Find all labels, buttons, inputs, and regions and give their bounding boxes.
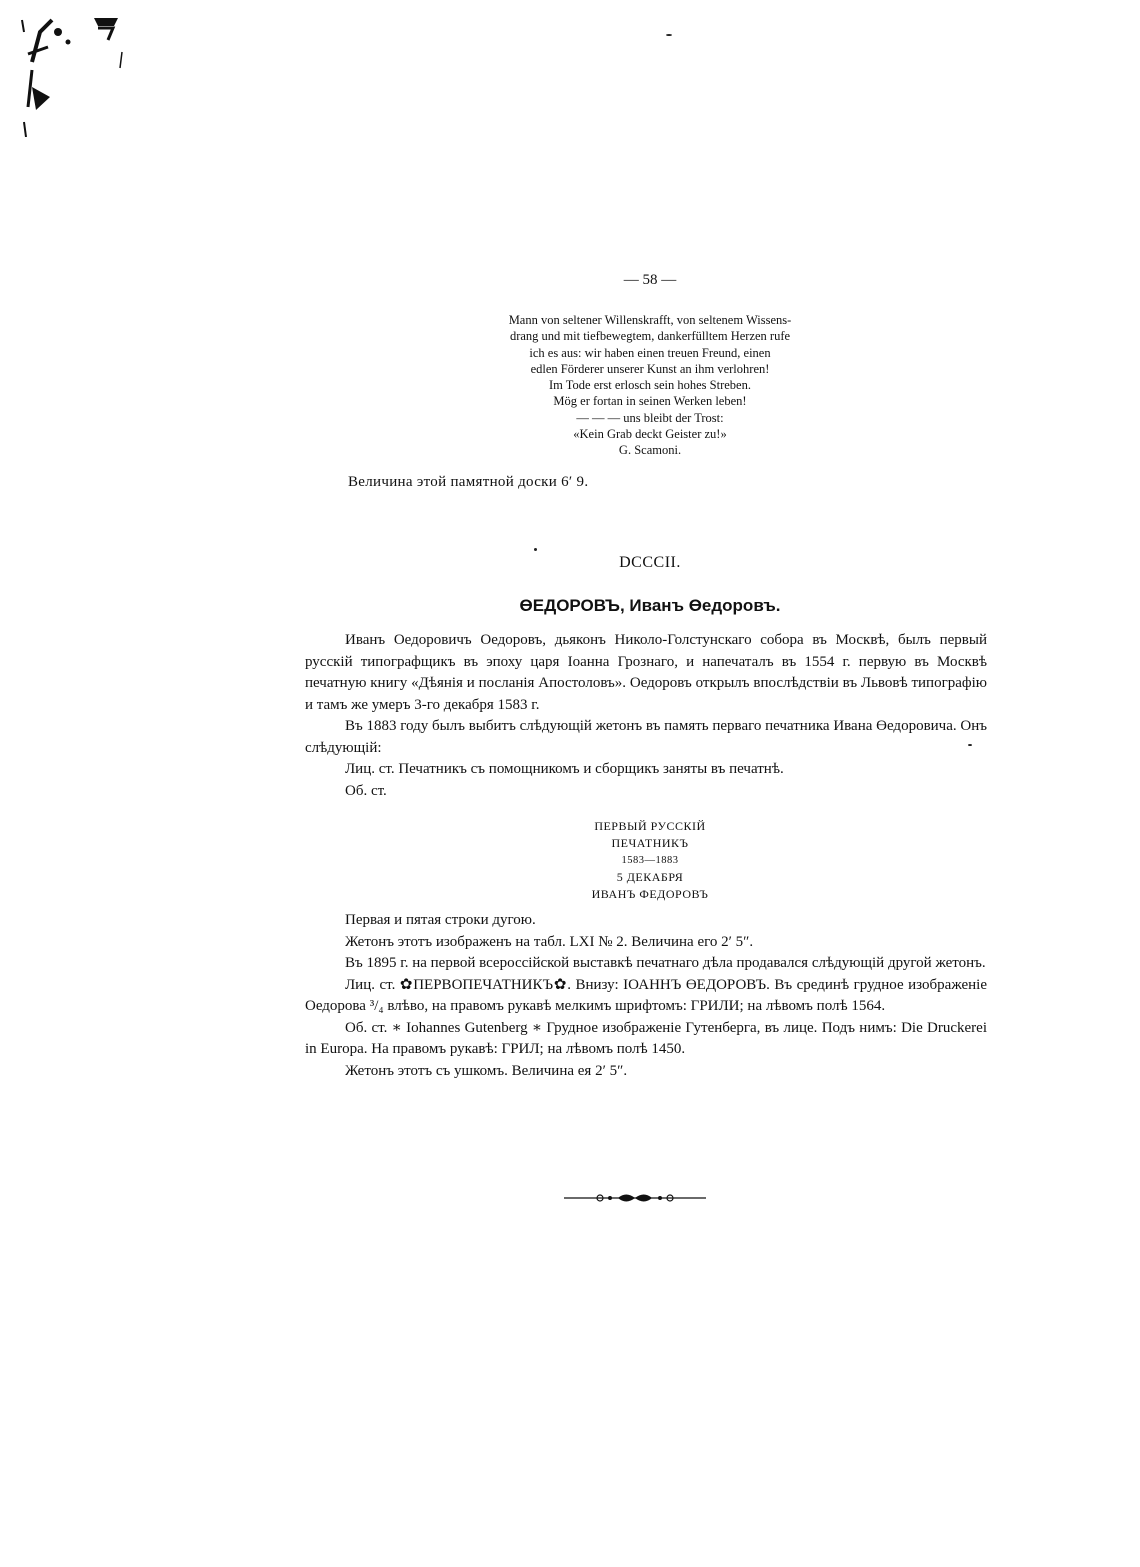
poem-line: Im Tode erst erlosch sein hohes Streben.	[549, 378, 751, 393]
ink-speck	[666, 34, 672, 36]
inscription-line: ПЕЧАТНИКЪ	[611, 836, 689, 850]
german-poem	[450, 312, 850, 459]
paragraph: Лиц. ст. Печатникъ съ помощникомъ и сборщикъ заняты въ печатнѣ.	[345, 761, 784, 777]
paragraph: Об. ст.	[345, 782, 387, 799]
paragraph: Иванъ Оедоровичъ Оедоровъ, дьяконъ Николо-Голстунскаго собора въ Москвѣ, былъ первый русскій типографщикъ въ эпоху царя Іоанна Грознаго, и напечаталъ въ 1554 г. первую въ Москвѣ печатную книгу «Дѣянія и посланія Апостоловъ». Оедоровъ открылъ впослѣдствіи въ Львовѣ типографію и тамъ же умеръ 3-го декабря 1583 г.	[305, 632, 987, 713]
ornament-divider-icon	[560, 1190, 710, 1206]
page-number: — 58 —	[623, 272, 677, 288]
paragraph: Въ 1895 г. на первой всероссійской выставкѣ печатнаго дѣла продавался слѣдующій другой жетонъ.	[345, 955, 986, 971]
inscription-line: 5 ДЕКАБРЯ	[616, 870, 684, 884]
section-number: DCCCII.	[619, 554, 681, 571]
paragraph: Об. ст. ∗ Iohannes Gutenberg ∗ Грудное изображеніе Гутенберга, въ лице. Подъ нимъ: Die Druckerei in Europa. На правомъ рукавѣ: ГРИЛ; на лѣвомъ полѣ 1450.	[305, 1019, 987, 1057]
paragraph: Въ 1883 году былъ выбитъ слѣдующій жетонъ въ память перваго печатника Ивана Өедоровича. Онъ слѣдующій:	[305, 718, 987, 756]
poem-line: — — — uns bleibt der Trost:	[576, 410, 724, 425]
poem-line: drang und mit tiefbewegtem, dankerfülltem Herzen rufe	[509, 329, 791, 344]
handwritten-mark	[18, 12, 138, 137]
inscription-line: 1583—1883	[621, 855, 679, 866]
poem-signature: G. Scamoni.	[618, 443, 682, 458]
paragraph: Лиц. ст. ✿ПЕРВОПЕЧАТНИКЪ✿. Внизу: ІОАННЪ ӨЕДОРОВЪ. Въ срединѣ грудное изображеніе Оедорова ³/₄ влѣво, на правомъ рукавѣ мелкимъ шрифтомъ: ГРИЛИ; на лѣвомъ полѣ 1564.	[305, 976, 987, 1014]
paragraph: Первая и пятая строки дугою.	[345, 912, 536, 928]
poem-line: Mann von seltener Willenskrafft, von seltenem Wissens-	[508, 313, 792, 327]
paragraph: Жетонъ этотъ изображенъ на табл. LXI № 2. Величина его 2′ 5″.	[345, 933, 754, 950]
inscription-line: ИВАНЪ ФЕДОРОВЪ	[591, 887, 709, 901]
poem-line: edlen Förderer unserer Kunst an ihm verlohren!	[530, 361, 770, 376]
body-text-upper	[305, 630, 987, 802]
poem-line: Mög er fortan in seinen Werken leben!	[553, 394, 747, 409]
section-title: ӨЕДОРОВЪ, Иванъ Өедоровъ.	[519, 596, 781, 615]
plaque-size-note: Величина этой памятной доски 6′ 9.	[348, 474, 589, 490]
token-inscription	[520, 818, 780, 903]
inscription-line: ПЕРВЫЙ РУССКІЙ	[594, 819, 706, 833]
poem-line: ich es aus: wir haben einen treuen Freund, einen	[529, 345, 771, 360]
ink-speck	[534, 548, 537, 551]
body-text-lower	[305, 910, 987, 1082]
paragraph: Жетонъ этотъ съ ушкомъ. Величина ея 2′ 5″.	[345, 1062, 628, 1079]
poem-line: «Kein Grab deckt Geister zu!»	[573, 427, 727, 442]
